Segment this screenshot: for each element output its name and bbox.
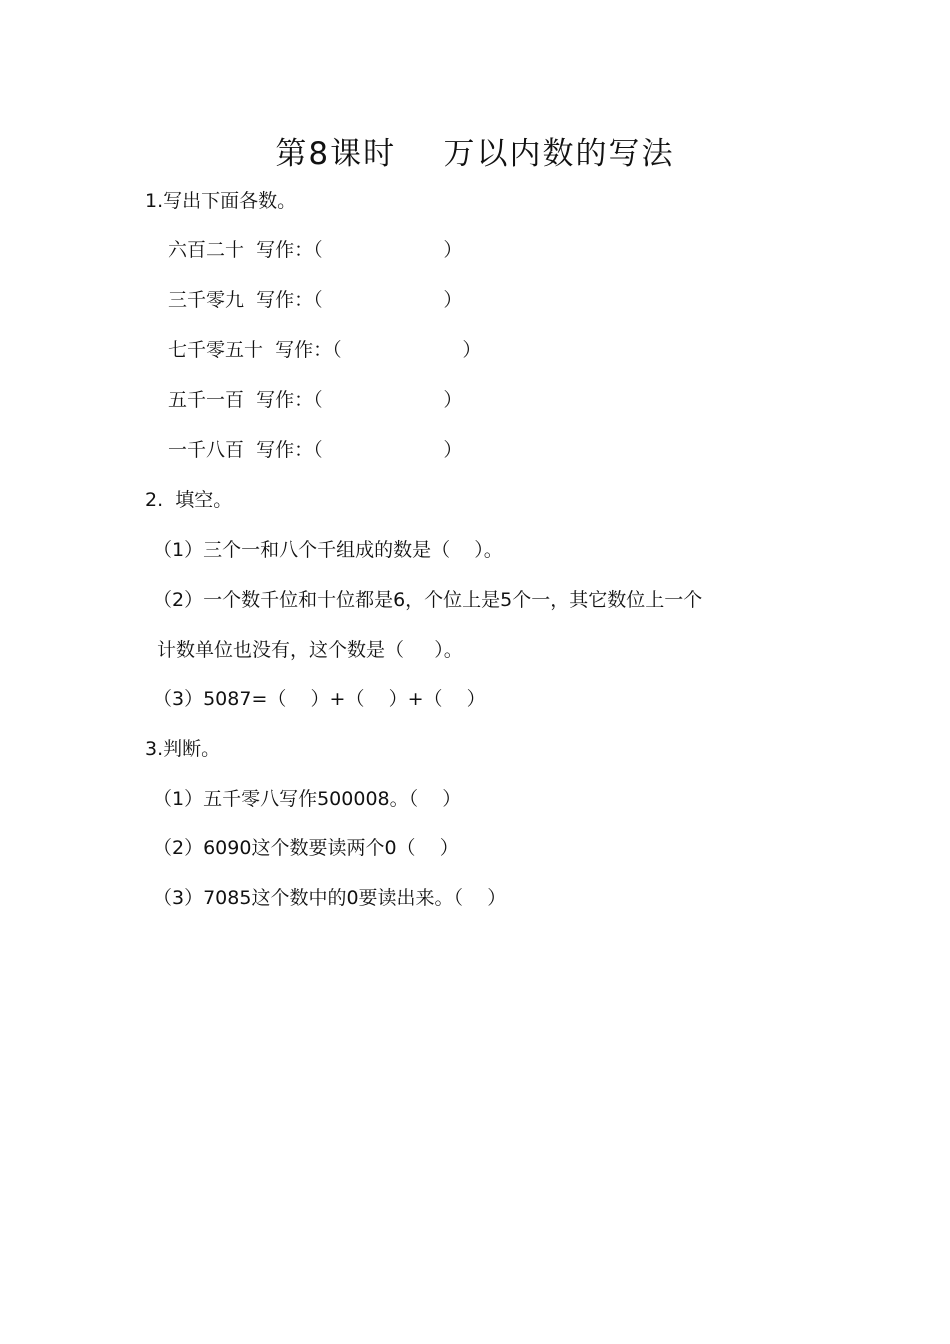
section1-heading: 1.写出下面各数。 — [145, 190, 297, 212]
section3-heading: 3.判断。 — [145, 738, 221, 760]
page-title: 第8课时 万以内数的写法 — [275, 136, 675, 172]
fill-blank-3: （3）5087=（ ）+（ ）+（ ） — [153, 688, 486, 710]
write-item-4: 五千一百 写作：（ ） — [168, 389, 463, 411]
judge-item-3: （3）7085这个数中的0要读出来。（ ） — [153, 887, 507, 909]
fill-blank-1: （1）三个一和八个千组成的数是（ ）。 — [153, 539, 503, 561]
write-item-5: 一千八百 写作：（ ） — [168, 439, 463, 461]
section2-heading: 2. 填空。 — [145, 489, 233, 511]
write-item-1: 六百二十 写作：（ ） — [168, 239, 463, 261]
judge-item-2: （2）6090这个数要读两个0（ ） — [153, 837, 459, 859]
write-item-2: 三千零九 写作：（ ） — [168, 289, 463, 311]
fill-blank-2-continued: 计数单位也没有，这个数是（ ）。 — [157, 639, 463, 661]
judge-item-1: （1）五千零八写作500008。（ ） — [153, 788, 462, 810]
fill-blank-2: （2）一个数千位和十位都是6，个位上是5个一，其它数位上一个 — [153, 589, 703, 611]
write-item-3: 七千零五十 写作：（ ） — [168, 339, 482, 361]
